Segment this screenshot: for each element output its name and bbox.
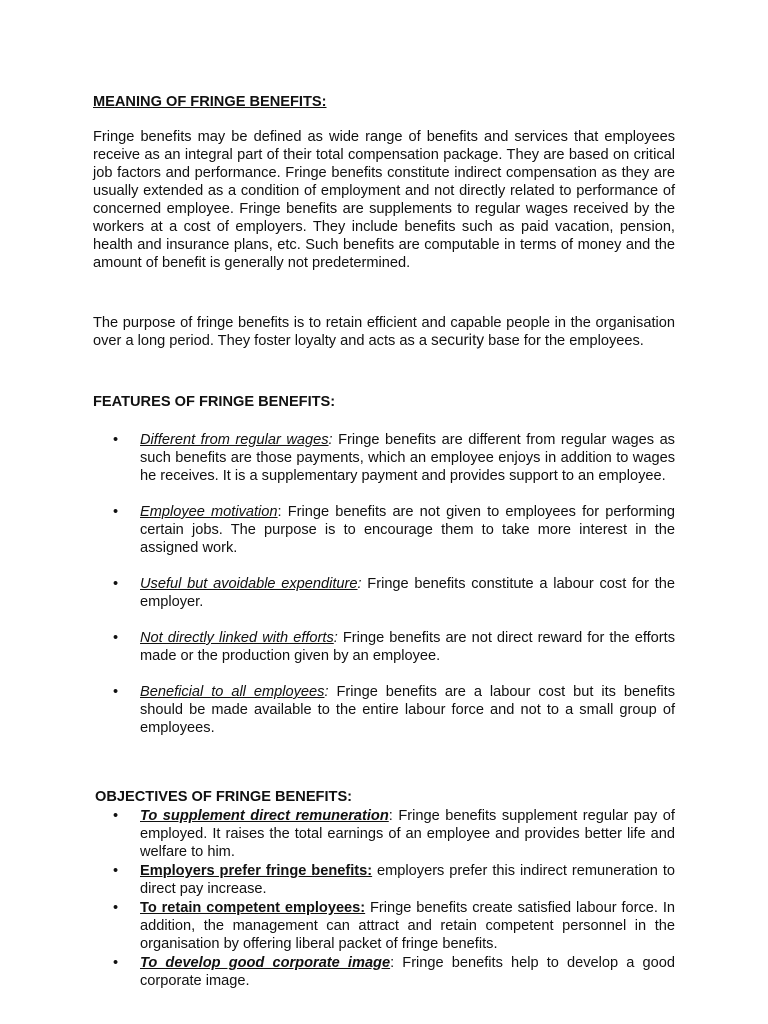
para2-text-after: base for the employees.	[484, 333, 644, 349]
bullet-icon: •	[113, 808, 119, 824]
feature-term: Different from regular wages	[140, 432, 329, 448]
feature-sep: :	[324, 684, 329, 700]
objective-item	[113, 899, 675, 953]
objective-term: To retain competent employees:	[140, 900, 366, 916]
feature-item	[113, 431, 675, 485]
feature-text: Fringe benefits are different from regular wages as such benefits are those payments, which an employee enjoys in addition to wages he receives. It is a supplementary payment and provides support to an employee.	[140, 432, 675, 484]
bullet-icon: •	[113, 684, 119, 700]
feature-term: Beneficial to all employees	[140, 684, 325, 700]
bullet-icon: •	[113, 900, 119, 916]
objective-term: To supplement direct remuneration	[140, 808, 389, 824]
objective-item	[113, 954, 675, 990]
feature-sep: :	[277, 504, 282, 520]
feature-text: Fringe benefits are a labour cost but its benefits should be made available to the entire labour force and not to a small group of employees.	[140, 684, 675, 736]
objective-text: : Fringe benefits supplement regular pay of employed. It raises the total earnings of an employee and provides better life and welfare to him.	[140, 808, 675, 860]
objective-text: employers prefer this indirect remuneration to direct pay increase.	[140, 863, 675, 897]
objectives-heading: OBJECTIVES OF FRINGE BENEFITS:	[95, 789, 353, 805]
features-list	[113, 431, 675, 755]
meaning-paragraph-1: Fringe benefits may be defined as wide range of benefits and services that employees receive as an integral part of their total compensation package. They are based on critical job factors and performance. Fringe benefits constitute indirect compensation as they are usually extended as a condition of employment and not directly related to performance of concerned employee. Fringe benefits are supplements to regular wages received by the workers at a cost of employers. They include benefits such as paid vacation, pension, health and insurance plans, etc. Such benefits are computable in terms of money and the amount of benefit is generally not predetermined.	[93, 129, 675, 271]
para2-security-word: security	[431, 332, 485, 349]
feature-text: Fringe benefits are not direct reward for the efforts made or the production given by an employee.	[140, 630, 675, 664]
feature-sep: :	[328, 432, 333, 448]
feature-item	[113, 503, 675, 557]
bullet-icon: •	[113, 955, 119, 971]
feature-text: Fringe benefits constitute a labour cost for the employer.	[140, 576, 675, 610]
bullet-icon: •	[113, 630, 119, 646]
bullet-icon: •	[113, 863, 119, 879]
objective-item	[113, 862, 675, 898]
meaning-paragraph-2	[93, 314, 675, 350]
bullet-icon: •	[113, 576, 119, 592]
objective-text: : Fringe benefits help to develop a good corporate image.	[140, 955, 675, 989]
feature-sep: :	[357, 576, 362, 592]
bullet-icon: •	[113, 504, 119, 520]
features-heading: FEATURES OF FRINGE BENEFITS:	[93, 394, 336, 410]
feature-item	[113, 683, 675, 737]
para2-text-before: The purpose of fringe benefits is to retain efficient and capable people in the organisation over a long period. They foster loyalty and acts as a	[93, 315, 675, 349]
objective-term: To develop good corporate image	[140, 955, 391, 971]
feature-sep: :	[333, 630, 338, 646]
feature-text: Fringe benefits are not given to employees for performing certain jobs. The purpose is to encourage them to take more interest in the assigned work.	[140, 504, 675, 556]
objective-item	[113, 807, 675, 861]
feature-term: Useful but avoidable expenditure	[140, 576, 358, 592]
feature-item	[113, 629, 675, 665]
feature-term: Employee motivation	[140, 504, 278, 520]
feature-item	[113, 575, 675, 611]
bullet-icon: •	[113, 432, 119, 448]
meaning-heading: MEANING OF FRINGE BENEFITS:	[93, 94, 327, 110]
objectives-list	[113, 807, 675, 991]
objective-text: Fringe benefits create satisfied labour force. In addition, the management can attract and retain competent personnel in the organisation by offering liberal packet of fringe benefits.	[140, 900, 675, 952]
feature-term: Not directly linked with efforts	[140, 630, 334, 646]
objective-term: Employers prefer fringe benefits:	[140, 863, 373, 879]
